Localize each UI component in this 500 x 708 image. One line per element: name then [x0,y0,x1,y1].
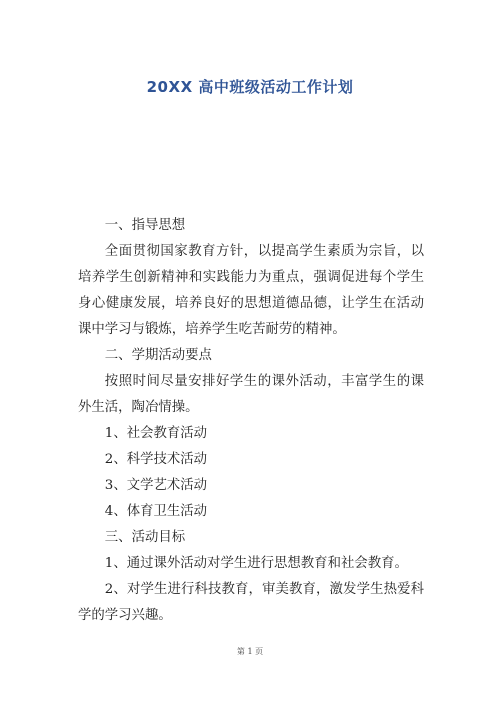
list-item-sports-health: 4、体育卫生活动 [104,504,208,519]
document-body [78,213,424,629]
heading-semester-points: 二、学期活动要点 [104,348,212,363]
paragraph-semester-points: 按照时间尽量安排好学生的课外活动，丰富学生的课外生活，陶冶情操。 [78,374,424,415]
heading-guiding-ideology: 一、指导思想 [104,218,186,233]
list-item-goal-1: 1、通过课外活动对学生进行思想教育和社会教育。 [104,556,408,571]
paragraph-guiding-ideology: 全面贯彻国家教育方针，以提高学生素质为宗旨，以培养学生创新精神和实践能力为重点，强调促进每个学生身心健康发展，培养良好的思想道德品德，让学生在活动课中学习与锻炼，培养学生吃苦耐劳的精神。 [78,244,424,337]
page-number: 第 1 页 [236,647,264,656]
list-item-science-technology: 2、科学技术活动 [104,452,208,467]
document-title: 20XX 高中班级活动工作计划 [146,78,354,96]
list-item-goal-2: 2、对学生进行科技教育，审美教育，激发学生热爱科学的学习兴趣。 [78,582,424,623]
heading-activity-goals: 三、活动目标 [104,530,186,545]
list-item-literature-art: 3、文学艺术活动 [104,478,208,493]
list-item-social-education: 1、社会教育活动 [104,426,208,441]
